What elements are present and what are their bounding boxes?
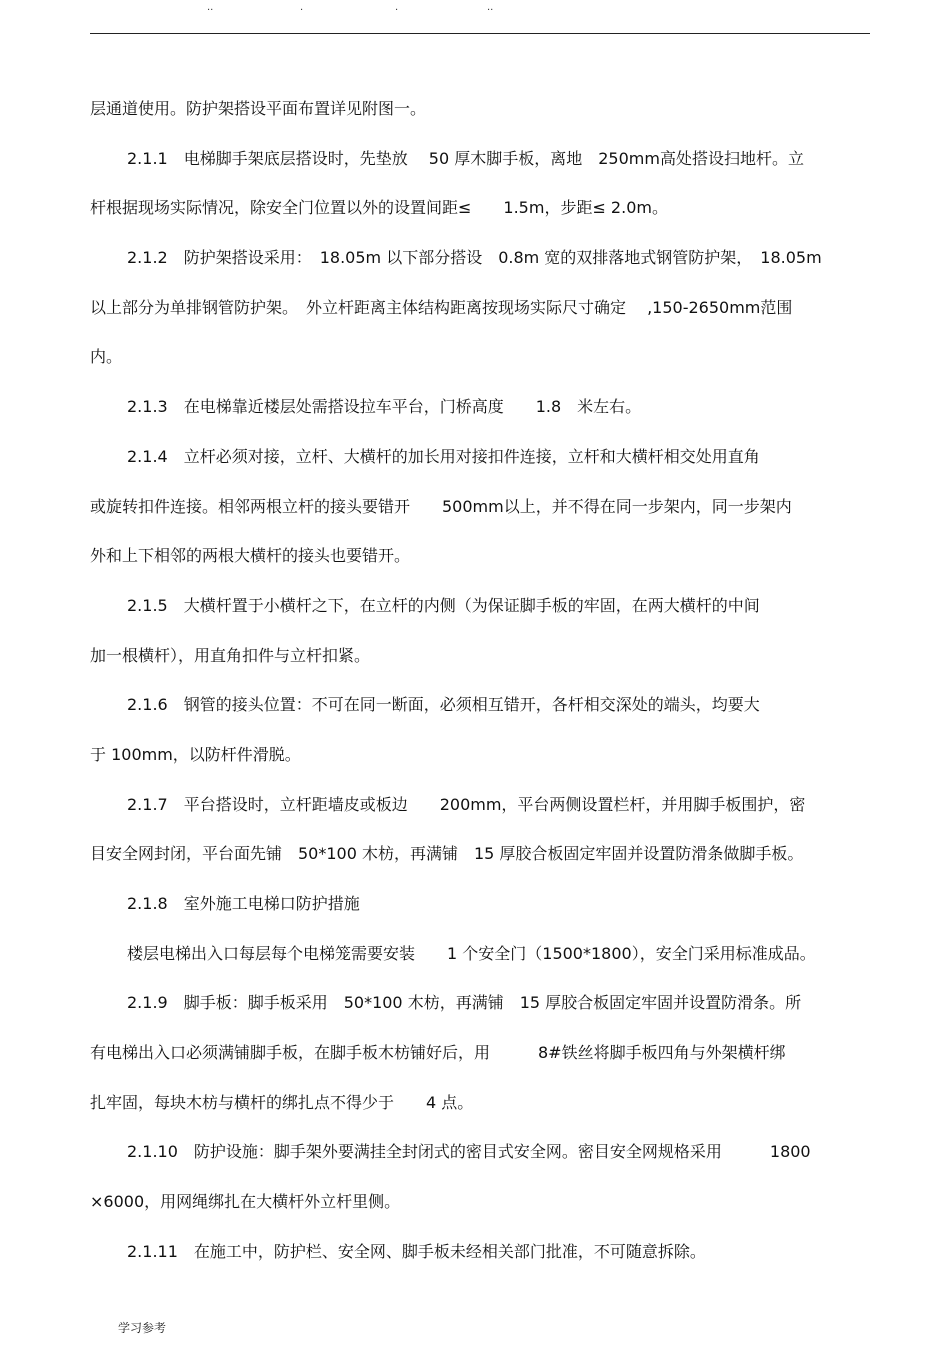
body-text — [90, 84, 872, 1277]
text-line: 内。 — [90, 347, 123, 367]
text-line: 2.1.10 防护设施：脚手架外要满挂全封闭式的密目式安全网。密目安全网规格采用 1800 — [127, 1142, 811, 1162]
text-line: 2.1.11 在施工中，防护栏、安全网、脚手板未经相关部门批准，不可随意拆除。 — [127, 1241, 706, 1261]
text-line: 2.1.6 钢管的接头位置：不可在同一断面，必须相互错开，各杆相交深处的端头，均要大 — [127, 695, 760, 715]
header-mark: .. — [487, 2, 494, 13]
text-line: 2.1.9 脚手板：脚手板采用 50*100 木枋，再满铺 15 厚胶合板固定牢固并设置防滑条。所 — [127, 993, 802, 1013]
text-line: 2.1.5 大横杆置于小横杆之下，在立杆的内侧（为保证脚手板的牢固，在两大横杆的中间 — [127, 595, 760, 615]
header-mark: . — [395, 2, 399, 13]
text-line: 2.1.8 室外施工电梯口防护措施 — [127, 894, 360, 913]
text-line: 杆根据现场实际情况，除安全门位置以外的设置间距≤ 1.5m，步距≤ 2.0m。 — [90, 198, 668, 218]
header-mark: . — [300, 2, 304, 13]
text-line: 2.1.1 电梯脚手架底层搭设时，先垫放 50 厚木脚手板，离地 250mm高处搭设扫地杆。立 — [127, 148, 804, 168]
text-line: 层通道使用。防护架搭设平面布置详见附图一。 — [90, 99, 427, 118]
text-line: 目安全网封闭，平台面先铺 50*100 木枋，再满铺 15 厚胶合板固定牢固并设置防滑条做脚手板。 — [90, 844, 804, 864]
text-line: 扎牢固，每块木枋与横杆的绑扎点不得少于 4 点。 — [90, 1092, 474, 1112]
text-line: 2.1.7 平台搭设时，立杆距墙皮或板边 200mm，平台两侧设置栏杆，并用脚手板围护，密 — [127, 794, 806, 814]
text-line: 楼层电梯出入口每层每个电梯笼需要安装 1 个安全门（1500*1800），安全门采用标准成品。 — [127, 943, 816, 963]
text-line: 或旋转扣件连接。相邻两根立杆的接头要错开 500mm以上，并不得在同一步架内，同一步架内 — [90, 496, 792, 516]
text-line: 有电梯出入口必须满铺脚手板，在脚手板木枋铺好后，用 8#铁丝将脚手板四角与外架横杆绑 — [90, 1043, 786, 1063]
footer-text: 学习参考 — [118, 1321, 167, 1335]
text-line: 以上部分为单排钢管防护架。 外立杆距离主体结构距离按现场实际尺寸确定 ,150-2650mm范围 — [90, 297, 793, 317]
header-marks — [0, 2, 950, 16]
text-line: 加一根横杆），用直角扣件与立杆扣紧。 — [90, 645, 371, 665]
text-line: 于 100mm，以防杆件滑脱。 — [90, 744, 301, 764]
header-rule — [90, 33, 870, 34]
text-line: 2.1.2 防护架搭设采用： 18.05m 以下部分搭设 0.8m 宽的双排落地式钢管防护架， 18.05m — [127, 248, 822, 268]
text-line: ×6000，用网绳绑扎在大横杆外立杆里侧。 — [90, 1192, 401, 1212]
text-line: 外和上下相邻的两根大横杆的接头也要错开。 — [90, 546, 411, 566]
header-mark: .. — [207, 2, 214, 13]
text-line: 2.1.3 在电梯靠近楼层处需搭设拉车平台，门桥高度 1.8 米左右。 — [127, 397, 642, 417]
text-line: 2.1.4 立杆必须对接，立杆、大横杆的加长用对接扣件连接，立杆和大横杆相交处用直角 — [127, 446, 760, 466]
